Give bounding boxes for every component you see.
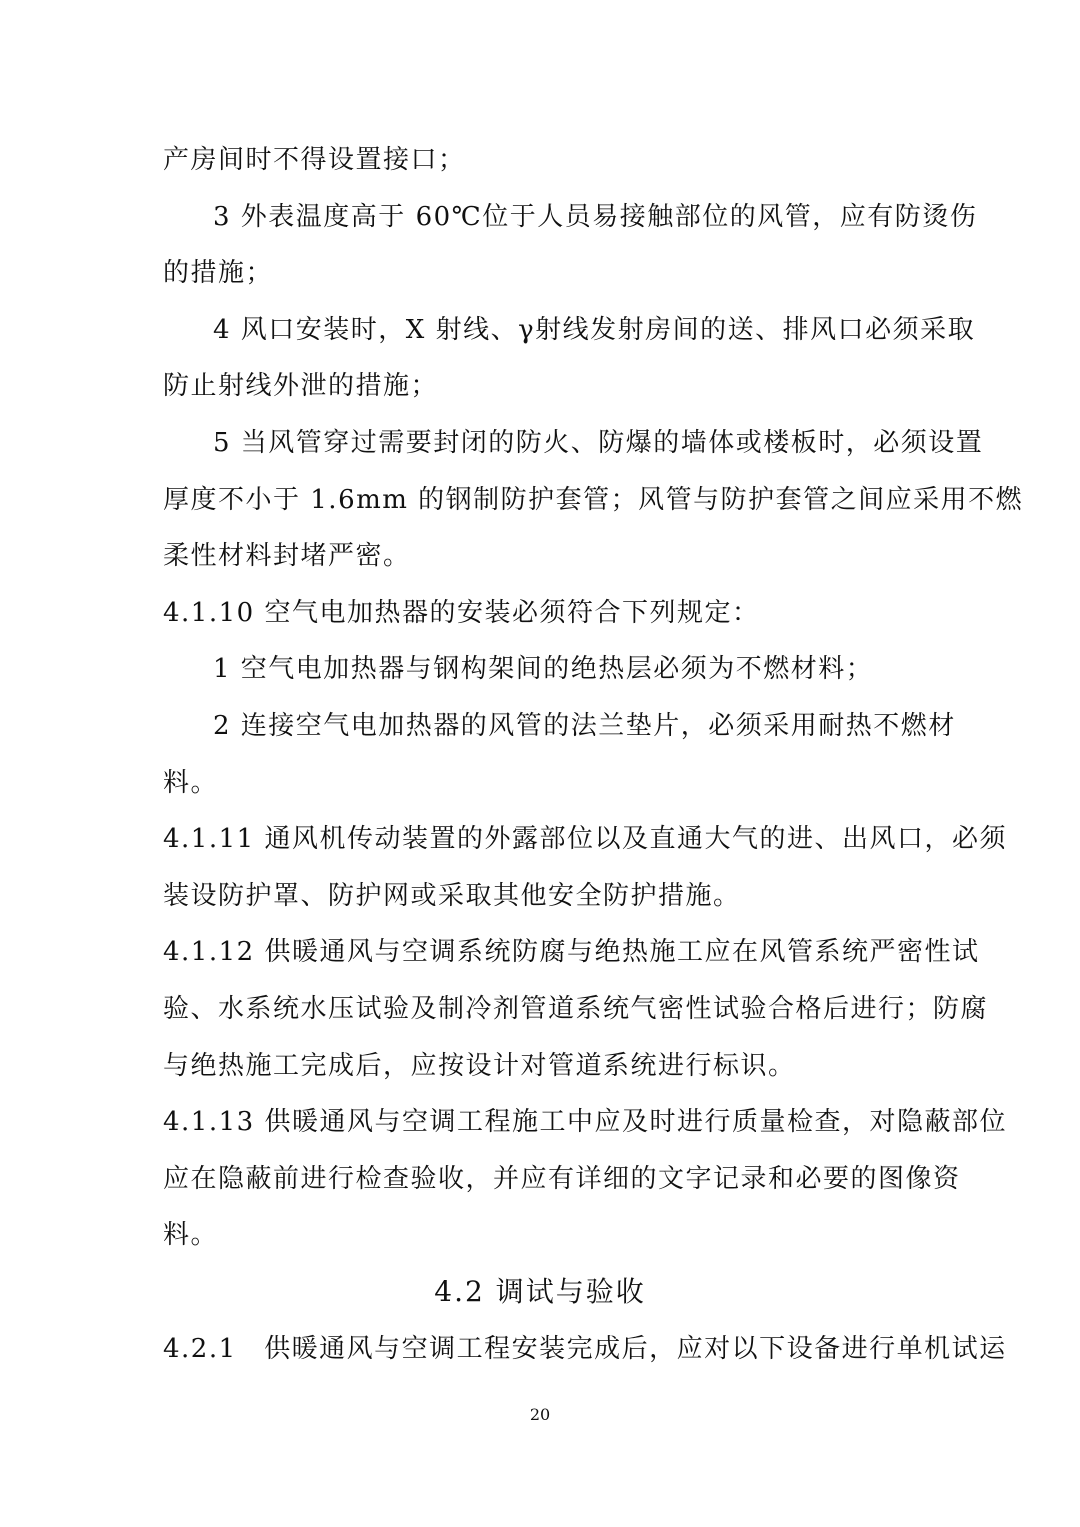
section-heading: 4.2 调试与验收 (434, 1275, 646, 1308)
text-line: 4 风口安装时，X 射线、γ射线发射房间的送、排风口必须采取 (213, 315, 976, 345)
clause-heading: 4.1.13 供暖通风与空调工程施工中应及时进行质量检查，对隐蔽部位 (163, 1107, 1007, 1137)
clause-heading: 4.1.12 供暖通风与空调系统防腐与绝热施工应在风管系统严密性试 (163, 937, 980, 967)
text-line: 柔性材料封堵严密。 (163, 541, 411, 571)
clause-heading: 4.1.11 通风机传动装置的外露部位以及直通大气的进、出风口，必须 (163, 824, 1007, 854)
text-line: 1 空气电加热器与钢构架间的绝热层必须为不燃材料； (213, 654, 874, 684)
text-line: 3 外表温度高于 60℃位于人员易接触部位的风管，应有防烫伤 (213, 202, 978, 232)
text-line: 料。 (163, 768, 219, 798)
text-line: 装设防护罩、防护网或采取其他安全防护措施。 (163, 881, 741, 911)
text-line: 的措施； (163, 258, 274, 288)
text-line: 料。 (163, 1220, 219, 1250)
text-line: 5 当风管穿过需要封闭的防火、防爆的墙体或楼板时，必须设置 (213, 428, 984, 458)
text-line: 厚度不小于 1.6mm 的钢制防护套管；风管与防护套管之间应采用不燃 (163, 485, 1024, 515)
clause-heading: 4.2.1 供暖通风与空调工程安装完成后，应对以下设备进行单机试运 (163, 1334, 1007, 1364)
text-line: 防止射线外泄的措施； (163, 371, 439, 401)
page-number: 20 (529, 1405, 551, 1424)
clause-heading: 4.1.10 空气电加热器的安装必须符合下列规定： (163, 598, 760, 628)
text-line: 与绝热施工完成后，应按设计对管道系统进行标识。 (163, 1051, 796, 1081)
text-line: 2 连接空气电加热器的风管的法兰垫片，必须采用耐热不燃材 (213, 711, 956, 741)
text-line: 产房间时不得设置接口； (163, 145, 466, 175)
text-line: 应在隐蔽前进行检查验收，并应有详细的文字记录和必要的图像资 (163, 1164, 961, 1194)
text-line: 验、水系统水压试验及制冷剂管道系统气密性试验合格后进行；防腐 (163, 994, 989, 1024)
